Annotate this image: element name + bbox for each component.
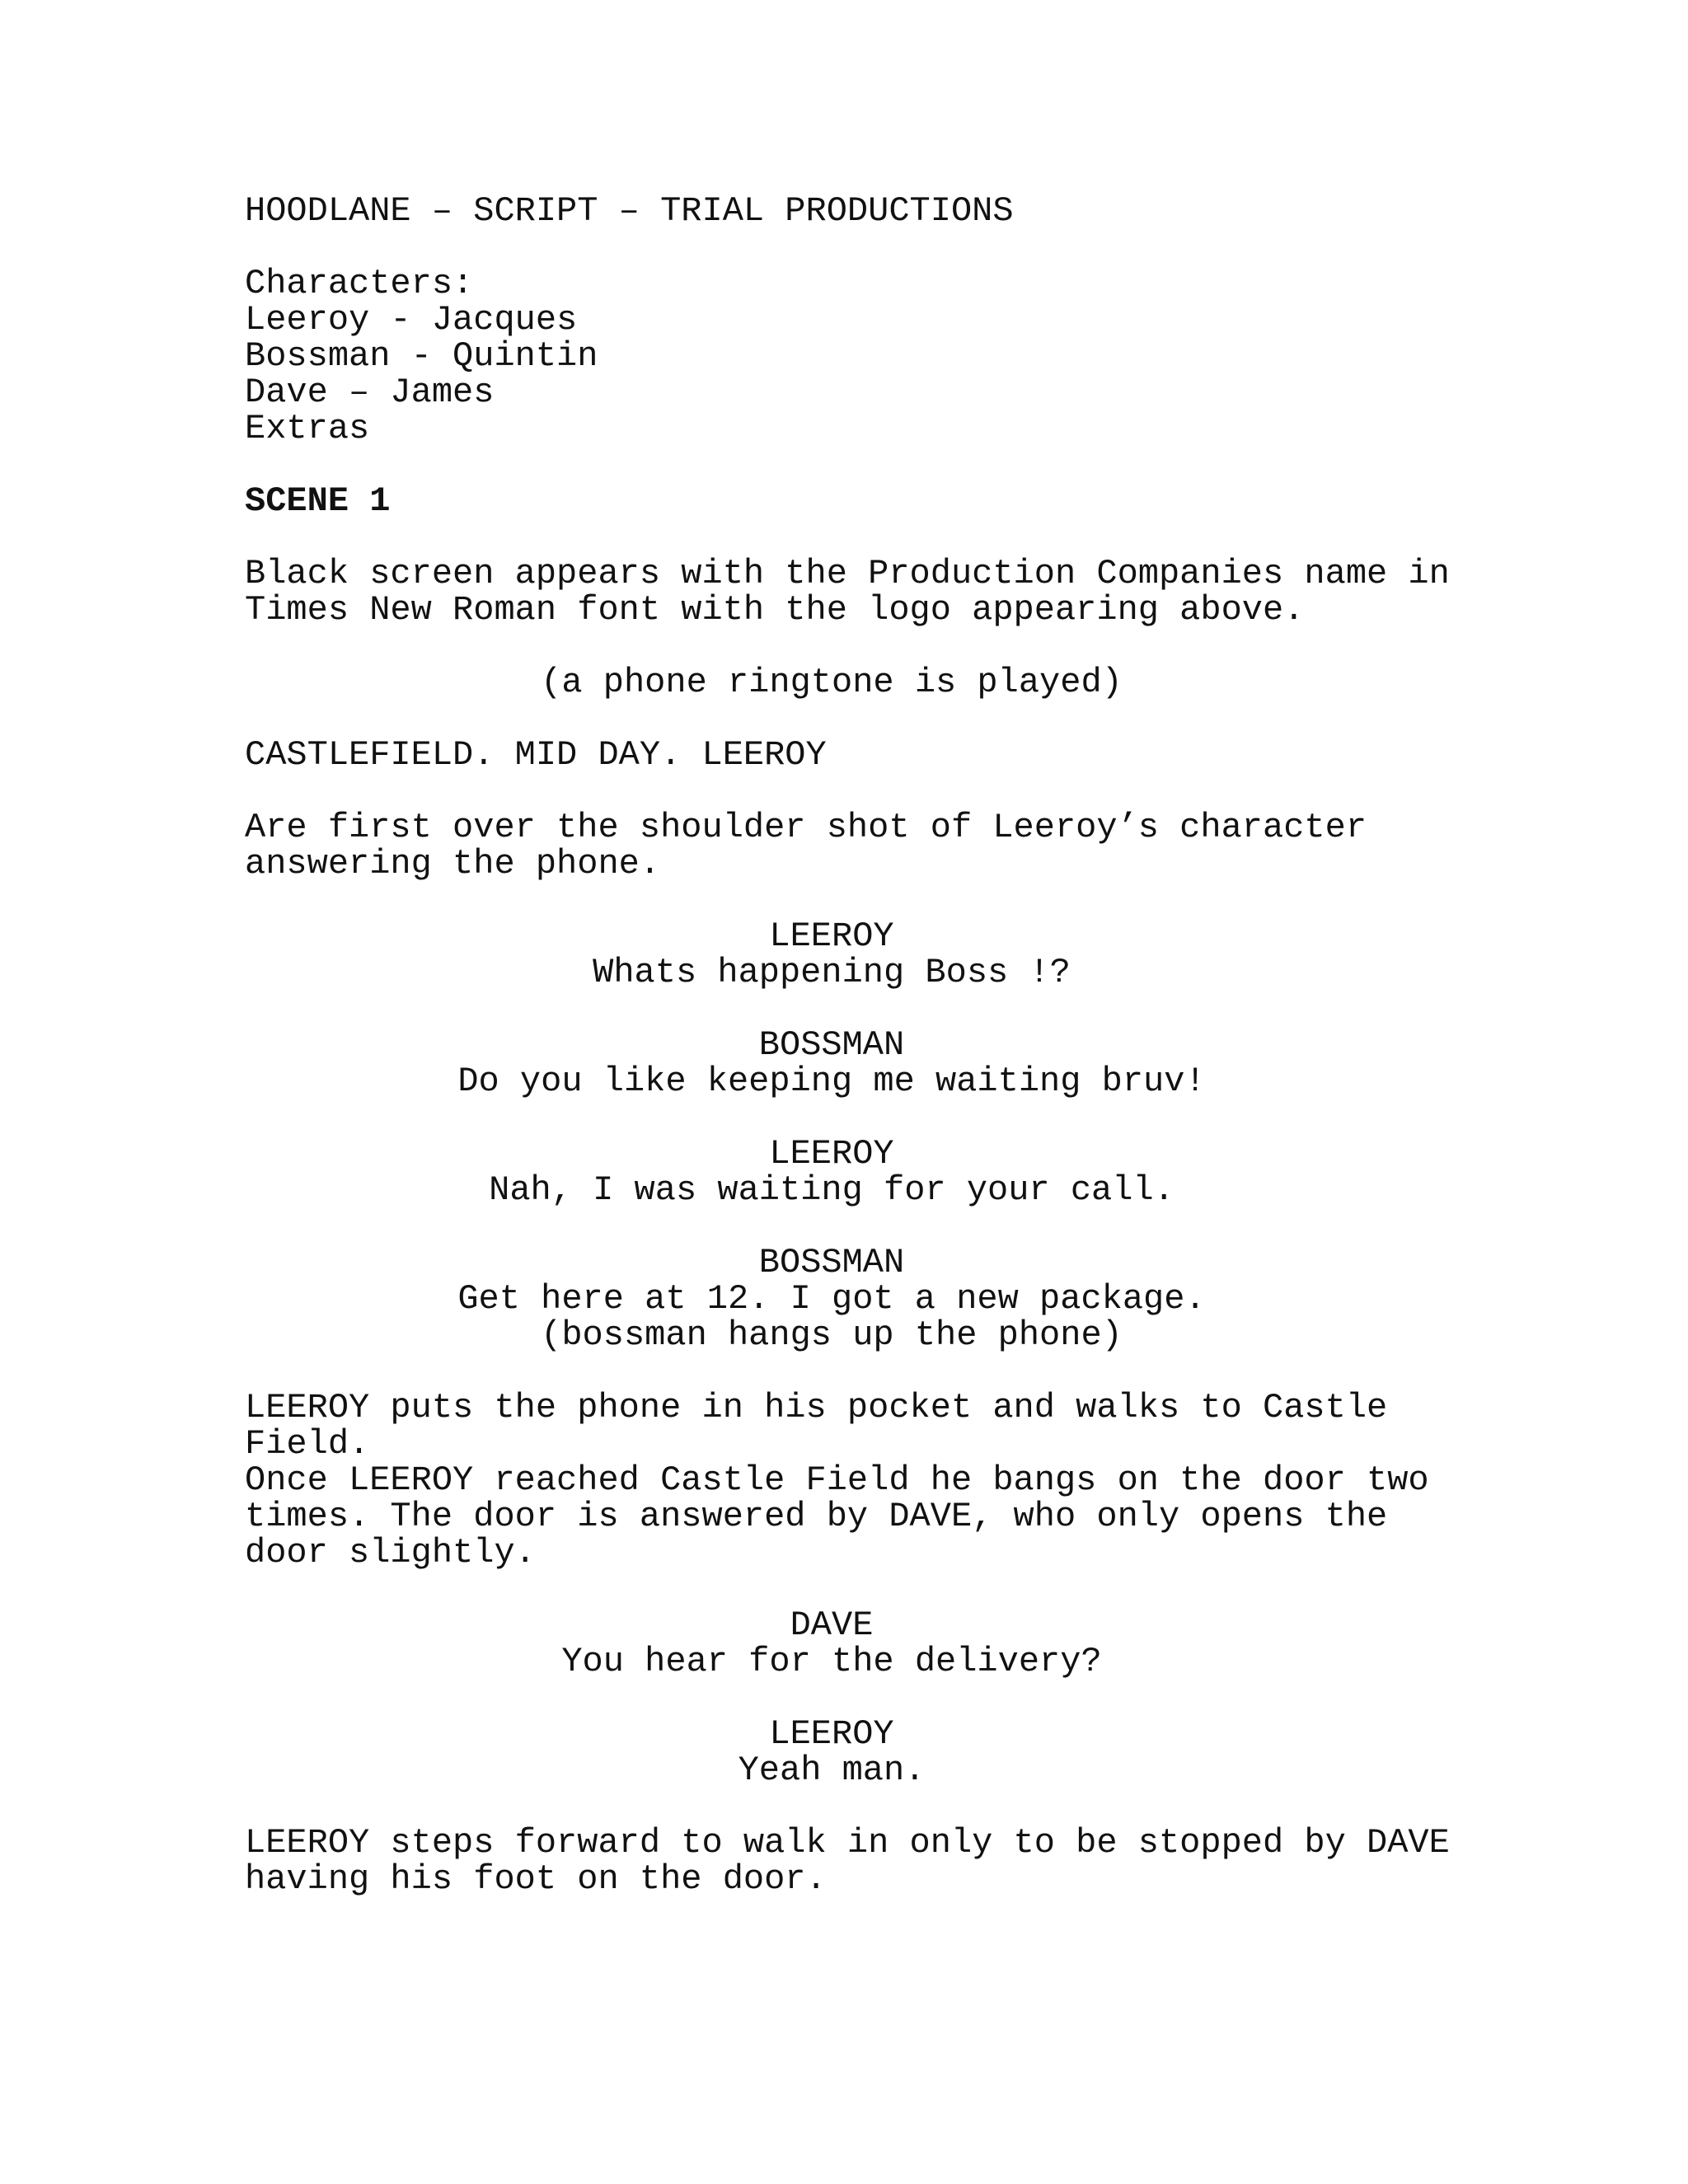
action-line: times. The door is answered by DAVE, who only opens the	[245, 1497, 1388, 1536]
spacer	[245, 519, 1465, 555]
character-cue: LEEROY	[769, 1134, 894, 1174]
action-line: answering the phone.	[245, 844, 661, 883]
spacer	[245, 1680, 1465, 1716]
spacer	[245, 701, 1465, 737]
spacer	[245, 1353, 1465, 1390]
slugline: CASTLEFIELD. MID DAY. LEEROY	[245, 735, 827, 775]
spacer	[245, 991, 1465, 1027]
action-line: Times New Roman font with the logo appearing above.	[245, 590, 1305, 630]
action-line: Are first over the shoulder shot of Leeroy’s character	[245, 808, 1367, 847]
sound-cue: (a phone ringtone is played)	[541, 663, 1123, 702]
spacer	[245, 882, 1465, 918]
spacer	[245, 1571, 1465, 1607]
character-entry: Dave – James	[245, 373, 495, 412]
spacer	[245, 773, 1465, 809]
dialogue-line: Get here at 12. I got a new package.	[457, 1279, 1206, 1319]
spacer	[245, 1788, 1465, 1825]
character-cue: LEEROY	[769, 1714, 894, 1754]
action-line: Black screen appears with the Production Companies name in	[245, 554, 1450, 593]
script-body	[245, 193, 1465, 1897]
character-cue: BOSSMAN	[758, 1025, 905, 1065]
characters-heading: Characters:	[245, 264, 474, 303]
action-line: LEEROY puts the phone in his pocket and walks to Castle	[245, 1388, 1388, 1427]
action-line: Once LEEROY reached Castle Field he bangs on the door two	[245, 1460, 1429, 1500]
spacer	[245, 628, 1465, 664]
spacer	[245, 447, 1465, 483]
spacer	[245, 1208, 1465, 1244]
dialogue-line: Do you like keeping me waiting bruv!	[457, 1062, 1206, 1101]
action-line: LEEROY steps forward to walk in only to be stopped by DAVE	[245, 1823, 1450, 1863]
script-title: HOODLANE – SCRIPT – TRIAL PRODUCTIONS	[245, 191, 1014, 231]
character-cue: DAVE	[790, 1605, 874, 1645]
dialogue-line: Yeah man.	[738, 1750, 926, 1790]
character-cue: BOSSMAN	[758, 1243, 905, 1282]
character-entry: Bossman - Quintin	[245, 336, 598, 376]
action-line: having his foot on the door.	[245, 1859, 827, 1899]
parenthetical: (bossman hangs up the phone)	[541, 1315, 1123, 1355]
dialogue-line: Whats happening Boss !?	[593, 953, 1071, 992]
character-cue: LEEROY	[769, 916, 894, 956]
dialogue-line: Nah, I was waiting for your call.	[489, 1170, 1175, 1210]
character-entry: Leeroy - Jacques	[245, 300, 578, 340]
character-entry: Extras	[245, 409, 370, 448]
scene-heading: SCENE 1	[245, 481, 391, 521]
action-line: Field.	[245, 1424, 370, 1464]
spacer	[245, 1099, 1465, 1136]
dialogue-line: You hear for the delivery?	[561, 1642, 1102, 1681]
spacer	[245, 229, 1465, 265]
action-line: door slightly.	[245, 1533, 536, 1572]
